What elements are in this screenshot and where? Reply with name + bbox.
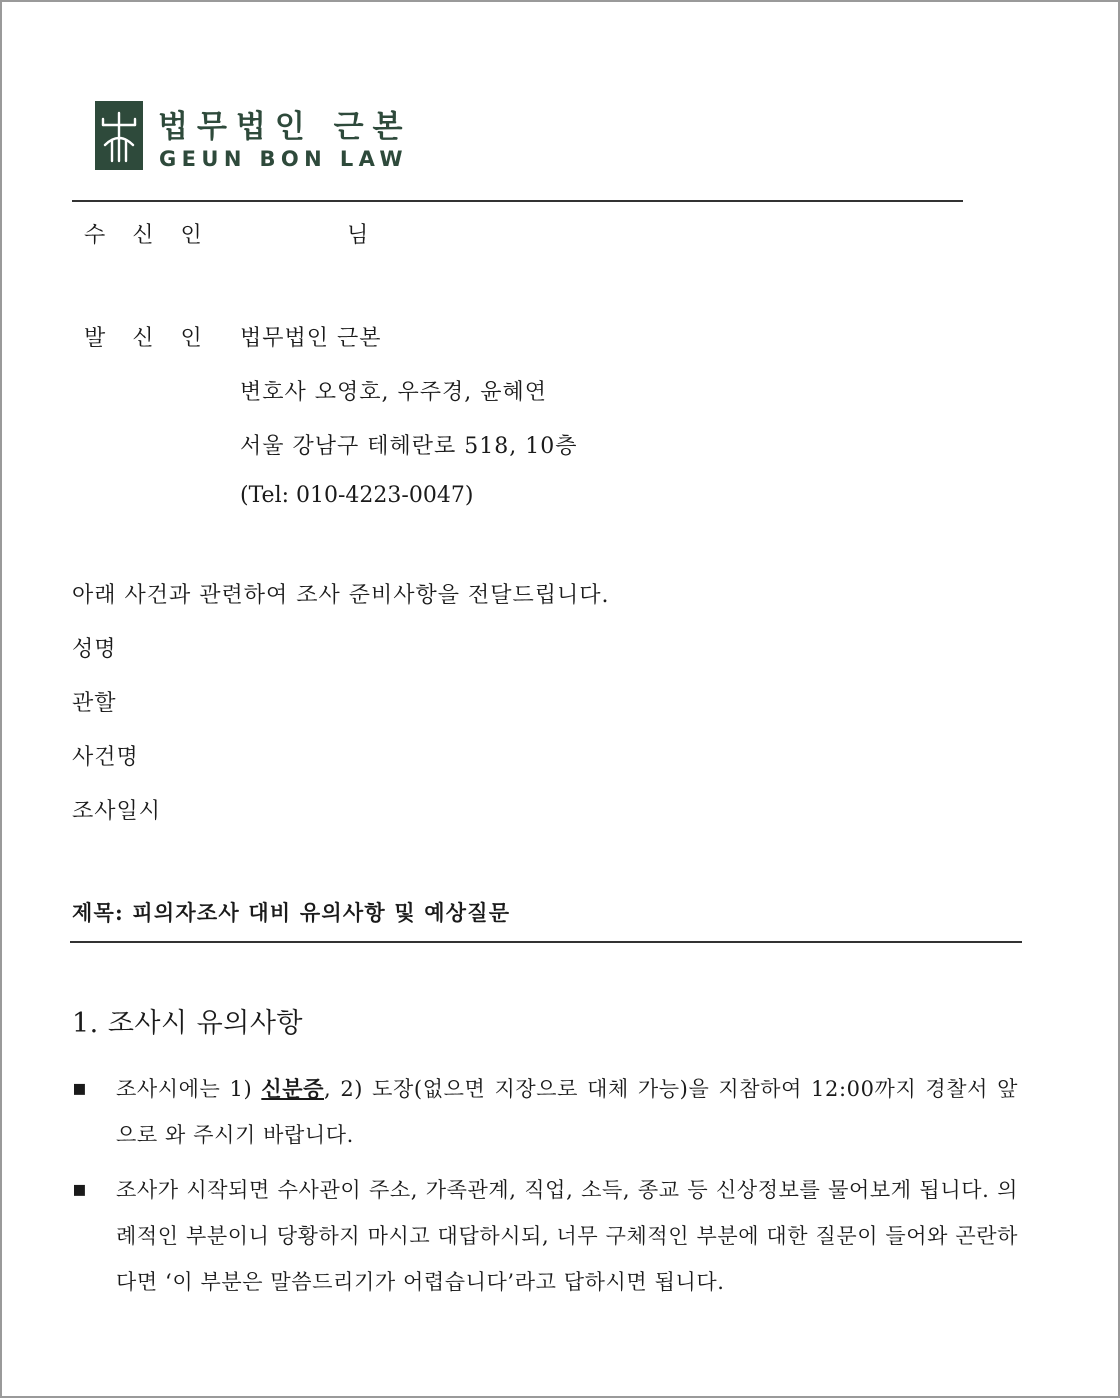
- sender-firm: 법무법인 근본: [240, 326, 382, 351]
- field-investigation-date: 조사일시: [72, 799, 162, 824]
- firm-logo-emblem: [95, 101, 143, 170]
- bullet-item-personal-info: 조사가 시작되면 수사관이 주소, 가족관계, 직업, 소득, 종교 등 신상정보를 물어보게 됩니다. 의례적인 부분이니 당황하지 마시고 대답하시되, 너무 구체적인 부분에 대한 질문이 들어와 곤란하다면 ‘이 부분은 말씀드리기가 어렵습니다’라고 답하시면 됩니다.: [116, 1178, 1018, 1294]
- firm-name-korean: 법무법인 근본: [158, 109, 412, 145]
- section-heading: 1. 조사시 유의사항: [72, 1008, 303, 1039]
- bullet-marker: ▪: [72, 1177, 87, 1202]
- field-name: 성명: [72, 637, 117, 662]
- bullet-text-post: , 2) 도장(없으면 지장으로 대체 가능)을 지참하여 12:00까지 경찰서 앞으로 와 주시기 바랍니다.: [116, 1077, 1019, 1147]
- bullet-text-pre: 조사시에는 1): [116, 1077, 262, 1101]
- bullet-item-documents: [116, 1066, 1018, 1158]
- recipient-suffix: 님: [347, 223, 370, 248]
- sender-attorneys: 변호사 오영호, 우주경, 윤혜연: [240, 380, 547, 405]
- bullet-marker: ▪: [72, 1076, 87, 1101]
- sender-phone: (Tel: 010-4223-0047): [240, 483, 474, 508]
- field-jurisdiction: 관할: [72, 691, 117, 716]
- tree-emblem-icon: [95, 101, 143, 170]
- subject-divider: [70, 941, 1022, 943]
- sender-label: 발 신 인: [84, 326, 212, 351]
- recipient-label: 수 신 인: [84, 223, 212, 248]
- sender-address: 서울 강남구 테헤란로 518, 10층: [240, 434, 578, 459]
- field-case-name: 사건명: [72, 745, 139, 770]
- firm-name-english: GEUN BON LAW: [159, 147, 408, 171]
- subject-title: 제목: 피의자조사 대비 유의사항 및 예상질문: [72, 900, 511, 925]
- id-card-emphasis: 신분증: [261, 1076, 324, 1101]
- header-divider: [72, 200, 963, 202]
- intro-text: 아래 사건과 관련하여 조사 준비사항을 전달드립니다.: [72, 583, 610, 608]
